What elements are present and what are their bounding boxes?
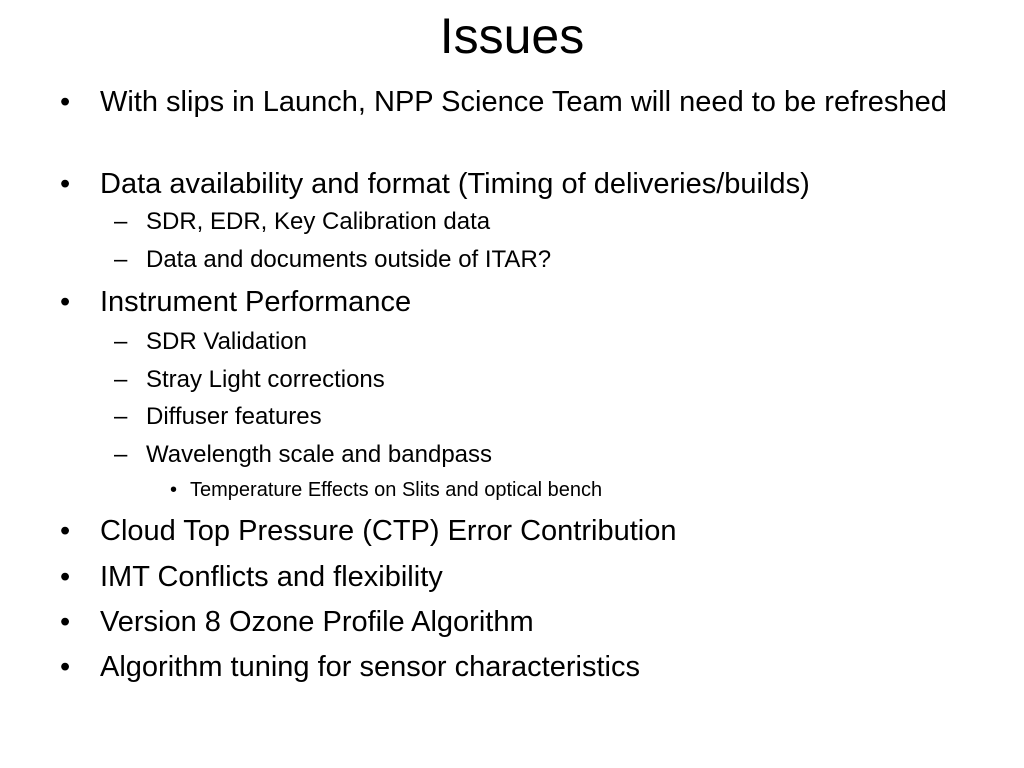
bullet-marker: • [60, 651, 71, 683]
bullet-marker: • [60, 168, 71, 200]
bullet-marker: • [60, 86, 71, 118]
bullet-text: Cloud Top Pressure (CTP) Error Contribution [100, 515, 677, 547]
bullet-text: Instrument Performance [100, 286, 412, 318]
bullet-text: Algorithm tuning for sensor characteristics [100, 651, 640, 683]
slide-title: Issues [439, 8, 585, 64]
bullet-marker: – [114, 366, 128, 393]
bullet-text: IMT Conflicts and flexibility [100, 561, 443, 593]
bullet-text: Data and documents outside of ITAR? [146, 246, 552, 273]
bullet-text: Data availability and format (Timing of deliveries/builds) [100, 168, 810, 200]
bullet-marker: • [170, 479, 178, 501]
bullet-marker: • [60, 286, 71, 318]
bullet-marker: – [114, 208, 128, 235]
bullet-text: Temperature Effects on Slits and optical bench [190, 479, 603, 501]
bullet-text: With slips in Launch, NPP Science Team will need to be refreshed [100, 86, 947, 118]
bullet-marker: – [114, 246, 128, 273]
bullet-text: Version 8 Ozone Profile Algorithm [100, 606, 534, 638]
bullet-text: SDR, EDR, Key Calibration data [146, 208, 491, 235]
bullet-text: SDR Validation [146, 328, 307, 355]
bullet-marker: – [114, 403, 128, 430]
bullet-marker: • [60, 561, 71, 593]
bullet-text: Diffuser features [146, 403, 322, 430]
bullet-marker: • [60, 515, 71, 547]
bullet-marker: – [114, 441, 128, 468]
bullet-marker: • [60, 606, 71, 638]
bullet-text: Wavelength scale and bandpass [146, 441, 493, 468]
bullet-text: Stray Light corrections [146, 366, 385, 393]
bullet-marker: – [114, 328, 128, 355]
